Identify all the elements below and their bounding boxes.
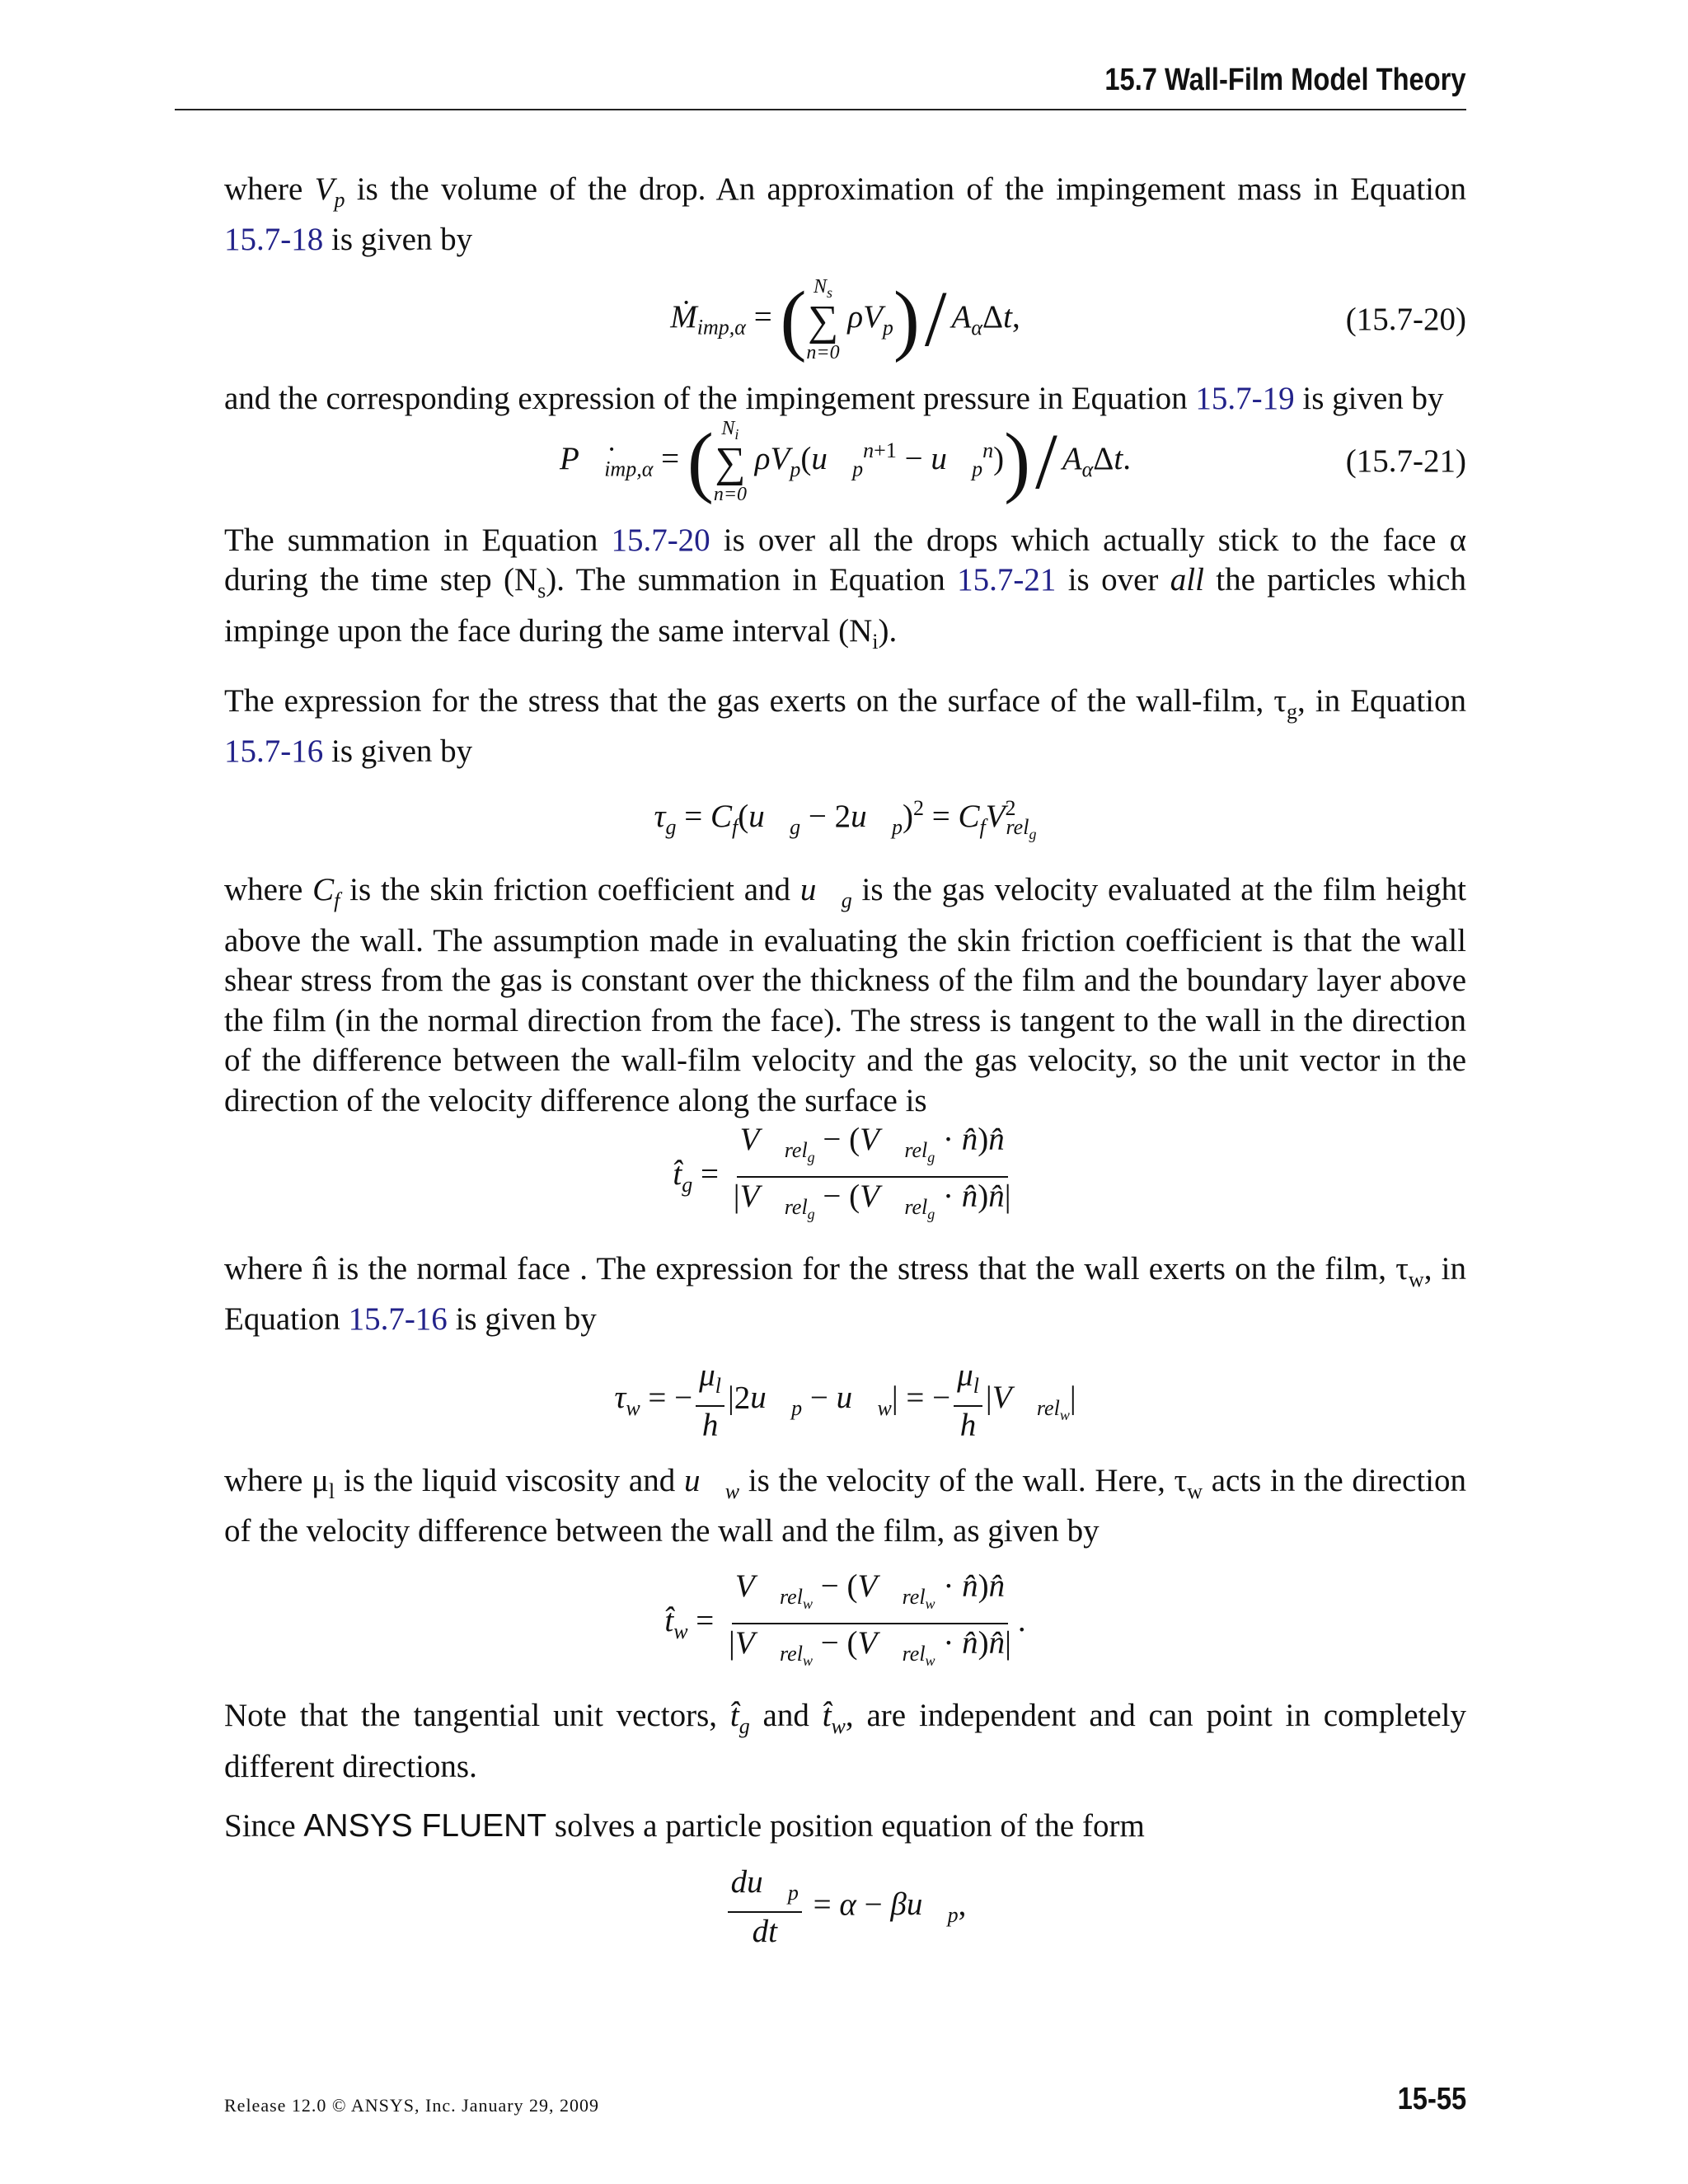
equation-15-7-21: $P⃗̇_{imp,\alpha}$ = ( $N_i$ ∑ n=0 $\rho V_p(u⃗_p^{n+1}$ − $u⃗_p^n))/$ $A_\alpha\Delta t$. (15.7-21) (560, 416, 1466, 505)
paragraph-7: where $\mu_l$ is the liquid viscosity and $u⃗_w$ is the velocity of the wall. Here, $\tau_w$ acts in the direction of the velocity difference between the wall and the film, as given by (224, 1462, 1467, 1549)
release-info: Release 12.0 © ANSYS, Inc. January 29, 2009 (224, 2095, 600, 2116)
page-body (224, 170, 1466, 1967)
page-header (175, 58, 1466, 110)
equation-link[interactable]: 15.7-20 (611, 522, 710, 558)
page-number: 15-55 (1397, 2082, 1466, 2116)
equation-t-hat-w: $t̂_w$ = $\frac{V⃗_{rel_w} - (V⃗_{rel_w} \cdot n̂)n̂}{|V⃗_{rel_w} - (V⃗_{rel_w} \cdot n̂)n̂|}$ . (664, 1568, 1026, 1670)
paragraph-3: The summation in Equation 15.7-20 is over all the drops which actually stick to the face α during the time step $(N_s)$. The summation in Equation 15.7-21 is over all the particles which impinge upon the face during the same interval $(N_i)$. (224, 522, 1466, 654)
equation-tau-w: $\tau_w$ = − $\frac{\mu_l}{h}$ $|2u⃗_p$ − $u⃗_w|$ = − $\frac{\mu_l}{h}$ $|V⃗_{rel_w}|$ (614, 1357, 1076, 1443)
paragraph-9: Since ANSYS FLUENT solves a particle position equation of the form (224, 1808, 1145, 1844)
equation-number: (15.7-21) (1345, 443, 1466, 479)
paragraph-5: where $C_f$ is the skin friction coefficient and $u⃗_g$ is the gas velocity evaluated at the film height above the wall. The assumption made in evaluating the skin friction coefficient is that the wall shear stress from the gas is constant over the thickness of the film and the boundary layer above the film (in the normal direction from the face). The stress is tangent to the wall in the direction of the difference between the wall-film velocity and the gas velocity, so the unit vector in the direction of the velocity difference along the surface is (224, 872, 1466, 1118)
paragraph-4: The expression for the stress that the gas exerts on the surface of the wall-film, $\tau_g$, in Equation 15.7-16 is given by (224, 682, 1467, 770)
equation-particle-position: $\frac{du⃗_p}{dt}$ = $\alpha - \beta u⃗_p$, (224, 1863, 1466, 1952)
paragraph-1: where $V_p$ is the volume of the drop. An approximation of the impingement mass in Equation 15.7-18 is given by (224, 171, 1466, 258)
paragraph-8: Note that the tangential unit vectors, $t̂_g$ and $t̂_w$, are independent and can point in completely different directions. (224, 1698, 1467, 1784)
paragraph-6: where n̂ is the normal face . The expression for the stress that the wall exerts on the film, $\tau_w$, in Equation 15.7-16 is given by (224, 1251, 1467, 1338)
equation-link[interactable]: 15.7-19 (1195, 380, 1295, 416)
equation-link[interactable]: 15.7-18 (224, 222, 324, 258)
equation-tau-g: $\tau_g$ = $C_f(u⃗_g$ − $2u⃗_p)^2 = C_fV^2_{rel_g}$ (654, 795, 1037, 842)
equation-link[interactable]: 15.7-16 (348, 1301, 448, 1338)
section-title: 15.7 Wall-Film Model Theory (1104, 63, 1466, 97)
equation-link[interactable]: 15.7-16 (224, 733, 324, 770)
paragraph-2: and the corresponding expression of the impingement pressure in Equation 15.7-19 is given by (224, 380, 1444, 416)
equation-t-hat-g: $t̂_g$ = $\frac{V⃗_{rel_g} - (V⃗_{rel_g} \cdot n̂)n̂}{|V⃗_{rel_g} - (V⃗_{rel_g} \cdot n̂)n̂|}$ (673, 1122, 1011, 1223)
equation-15-7-20: Ṁ$_{imp,\alpha}$ = ( $N_s$ ∑ n=0 $\rho V_p)/$ $A_\alpha\Delta t$, (15.7-20) (670, 274, 1466, 363)
equation-number: (15.7-20) (1345, 301, 1466, 337)
equation-link[interactable]: 15.7-21 (957, 562, 1057, 598)
